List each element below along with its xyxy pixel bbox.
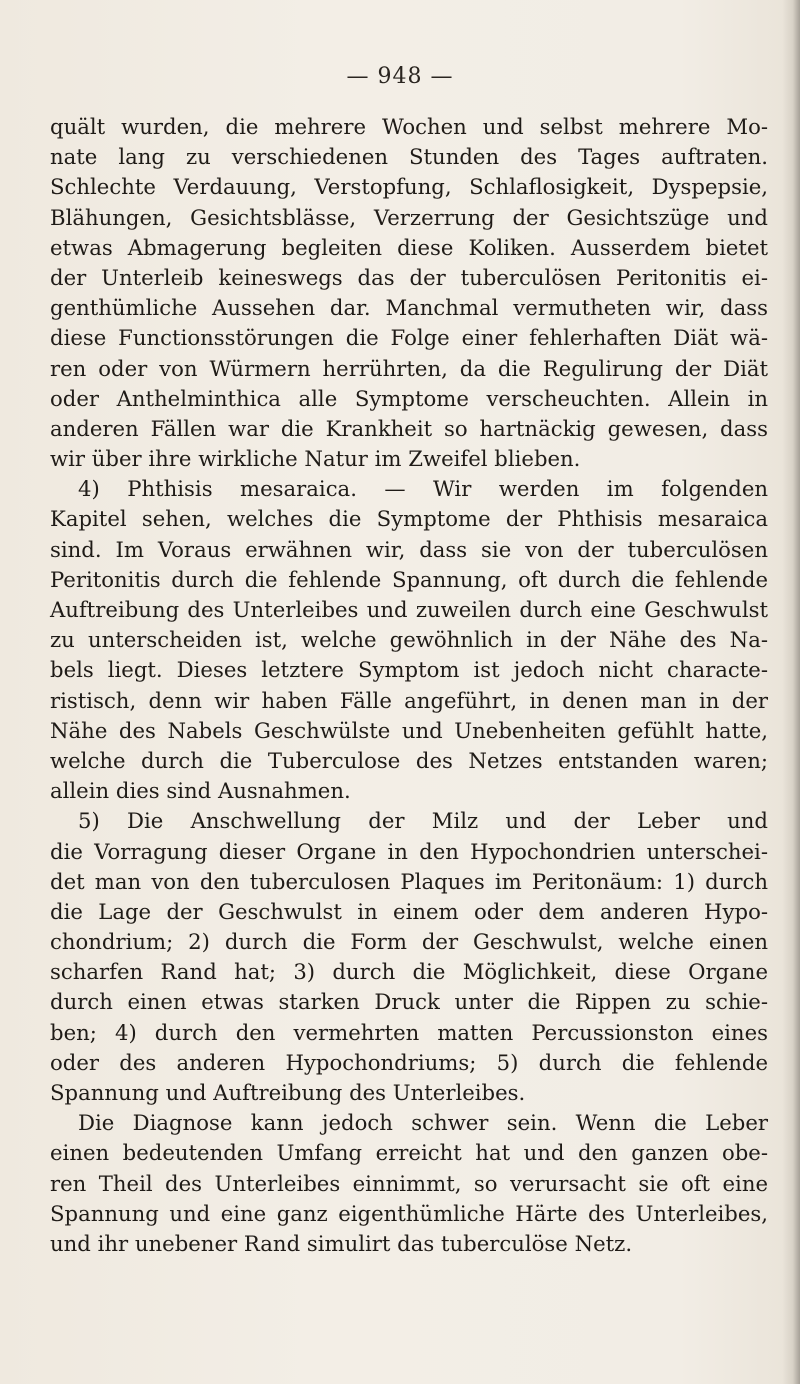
text-line: allein dies sind Ausnahmen. [50, 778, 351, 804]
text-line: durch einen etwas starken Druck unter die Rippen zu schie- [50, 989, 768, 1015]
text-line: ristisch, denn wir haben Fälle angeführt, in denen man in der [50, 687, 768, 713]
text-line: wir über ihre wirkliche Natur im Zweifel blieben. [50, 446, 581, 472]
text-line: die Vorragung dieser Organe in den Hypochondrien unterschei- [50, 838, 768, 864]
text-line: Blähungen, Gesichtsblässe, Verzerrung der Gesichtszüge und [50, 204, 768, 230]
text-line: Spannung und Auftreibung des Unterleibes. [50, 1080, 526, 1105]
text-line: zu unterscheiden ist, welche gewöhnlich in der Nähe des Na- [50, 627, 768, 653]
text-line: oder des anderen Hypochondriums; 5) durch die fehlende [50, 1049, 768, 1075]
text-line: welche durch die Tuberculose des Netzes entstanden waren; [50, 747, 768, 773]
text-line: det man von den tuberculosen Plaques im Peritonäum: 1) durch [50, 868, 768, 894]
text-line: Die Diagnose kann jedoch schwer sein. Wenn die Leber [78, 1110, 768, 1136]
text-line: sind. Im Voraus erwähnen wir, dass sie von der tuberculösen [50, 536, 768, 562]
text-line: quält wurden, die mehrere Wochen und selbst mehrere Mo- [50, 114, 768, 139]
text-line: diese Functionsstörungen die Folge einer fehlerhaften Diät wä- [50, 325, 768, 351]
text-line: oder Anthelminthica alle Symptome verscheuchten. Allein in [50, 385, 768, 411]
section-heading-line: 5) Die Anschwellung der Milz und der Leber und [78, 808, 768, 834]
text-line: und ihr unebener Rand simulirt das tuberculöse Netz. [50, 1230, 633, 1256]
text-line: Auftreibung des Unterleibes und zuweilen durch eine Geschwulst [50, 597, 768, 622]
text-line: ren oder von Würmern herrührten, da die Regulirung der Diät [50, 355, 768, 381]
page-edge-shadow [782, 0, 800, 1384]
text-line: nate lang zu verschiedenen Stunden des Tages auftraten. [50, 144, 768, 170]
text-line: etwas Abmagerung begleiten diese Koliken. Ausserdem bietet [50, 234, 768, 260]
text-line: Spannung und eine ganz eigenthümliche Härte des Unterleibes, [50, 1200, 768, 1226]
text-line: Peritonitis durch die fehlende Spannung, oft durch die fehlende [50, 566, 768, 592]
text-line: einen bedeutenden Umfang erreicht hat und den ganzen obe- [50, 1140, 768, 1166]
text-line: chondrium; 2) durch die Form der Geschwulst, welche einen [50, 929, 768, 955]
text-line: ren Theil des Unterleibes einnimmt, so verursacht sie oft eine [50, 1170, 768, 1196]
text-line: scharfen Rand hat; 3) durch die Möglichkeit, diese Organe [50, 959, 768, 985]
body-text [50, 112, 768, 1259]
text-line: genthümliche Aussehen dar. Manchmal vermutheten wir, dass [50, 295, 768, 321]
section-heading-line: 4) Phthisis mesaraica. — Wir werden im folgenden [78, 476, 768, 502]
text-line: Nähe des Nabels Geschwülste und Unebenheiten gefühlt hatte, [50, 717, 768, 743]
text-line: Schlechte Verdauung, Verstopfung, Schlaflosigkeit, Dyspepsie, [50, 174, 768, 200]
text-line: ben; 4) durch den vermehrten matten Percussionston eines [50, 1019, 768, 1045]
page-number: — 948 — [346, 64, 454, 89]
text-line: bels liegt. Dieses letztere Symptom ist jedoch nicht characte- [50, 657, 768, 683]
text-line: der Unterleib keineswegs das der tuberculösen Peritonitis ei- [50, 264, 768, 290]
text-line: anderen Fällen war die Krankheit so hartnäckig gewesen, dass [50, 415, 768, 441]
text-line: Kapitel sehen, welches die Symptome der Phthisis mesaraica [50, 506, 768, 532]
text-line: die Lage der Geschwulst in einem oder dem anderen Hypo- [50, 898, 768, 924]
